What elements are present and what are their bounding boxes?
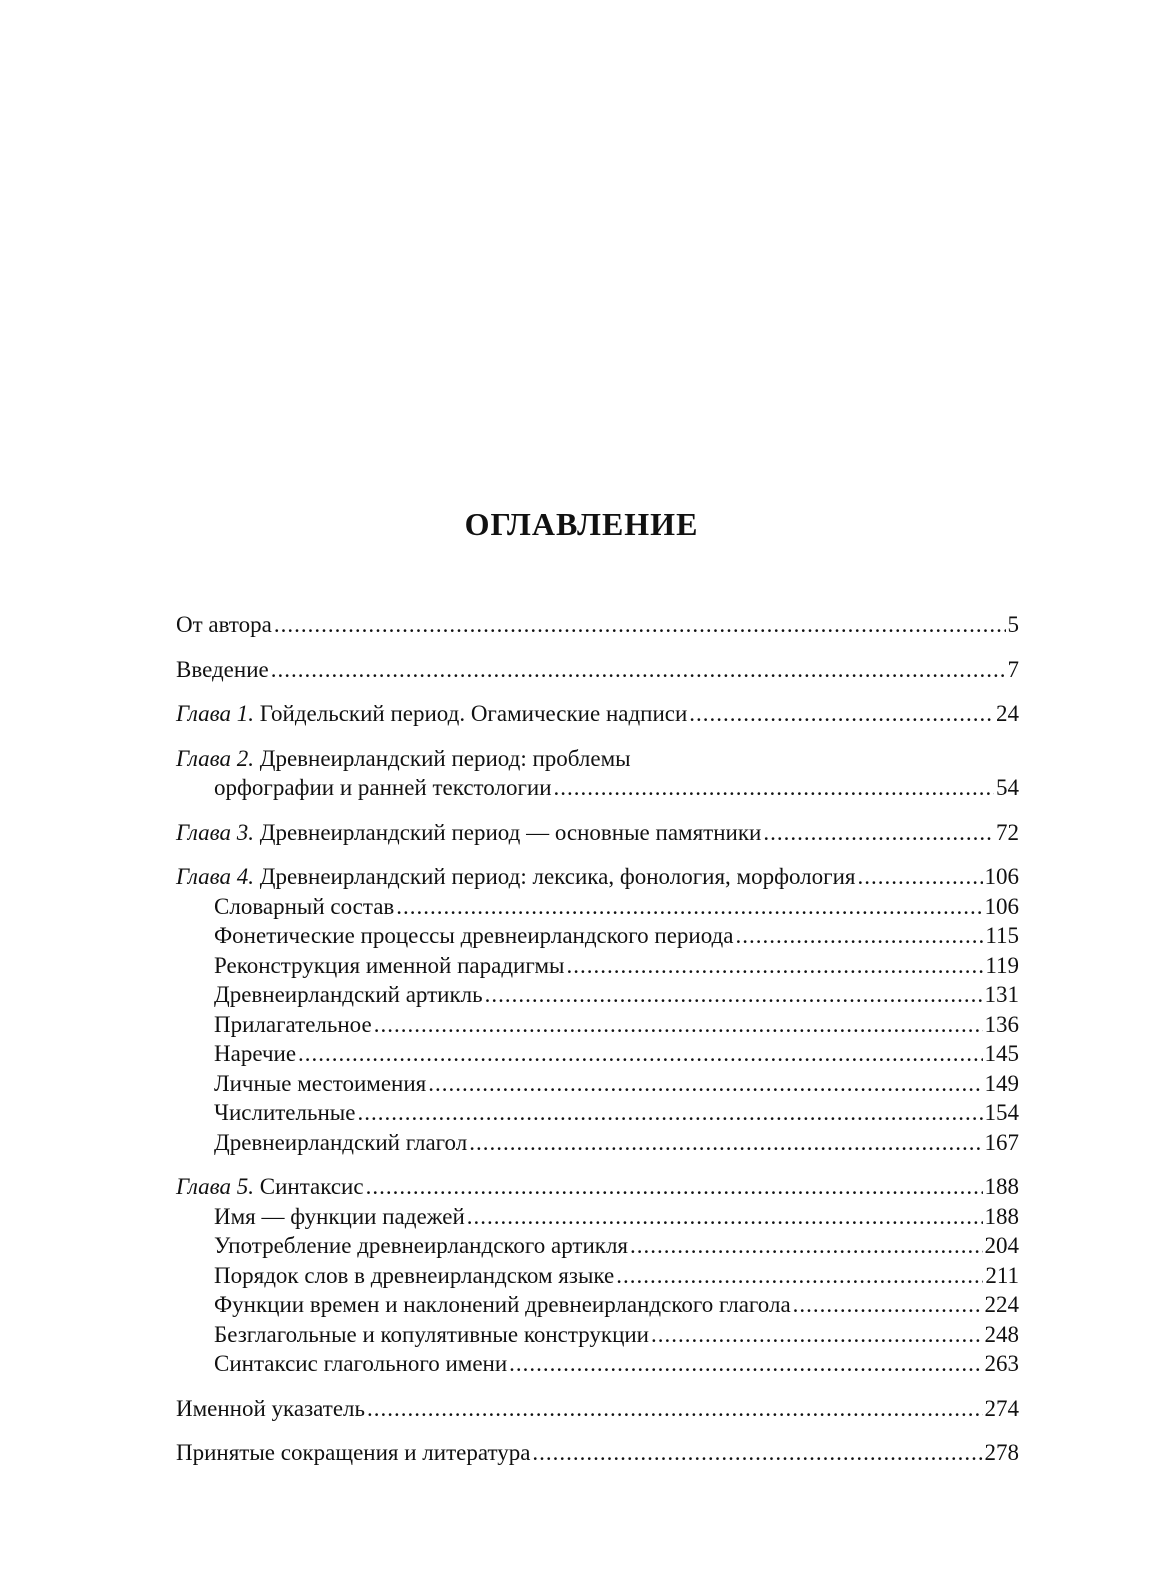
leader-dots [367, 1394, 982, 1424]
toc-subentry[interactable] [176, 1069, 1019, 1099]
toc-page-number: 115 [985, 923, 1019, 948]
toc-page-number: 224 [984, 1292, 1019, 1317]
leader-dots [374, 1010, 983, 1040]
toc-entry-chapter-3[interactable] [176, 818, 1019, 848]
leader-dots [735, 921, 983, 951]
toc-entry-label: Принятые сокращения и литература [176, 1440, 531, 1465]
leader-dots [630, 1231, 982, 1261]
toc-page-number: 167 [984, 1129, 1019, 1155]
leader-dots [469, 1128, 982, 1158]
page-title: ОГЛАВЛЕНИЕ [464, 506, 699, 542]
toc-entry-label: Гойдельский период. Огамические надписи [259, 701, 688, 726]
toc-page-number: 24 [996, 701, 1019, 726]
toc-page-number: 131 [984, 982, 1019, 1007]
leader-dots [857, 862, 982, 892]
leader-dots [793, 1290, 983, 1320]
toc-subentry[interactable] [176, 1039, 1019, 1069]
leader-dots [428, 1069, 982, 1099]
toc-page-number: 106 [984, 893, 1019, 919]
chapter-number: Глава 4. [176, 864, 254, 889]
toc-subentry[interactable] [176, 1010, 1019, 1040]
leader-dots [616, 1261, 983, 1291]
toc-subentry[interactable] [176, 1290, 1019, 1320]
toc-subentry[interactable] [176, 1261, 1019, 1291]
leader-dots [554, 773, 994, 803]
toc-entry-label: От автора [176, 612, 272, 637]
toc-entry-label: Числительные [214, 1100, 356, 1125]
leader-dots [485, 980, 983, 1010]
toc-entry-label: Синтаксис глагольного имени [214, 1351, 508, 1376]
leader-dots [357, 1098, 982, 1128]
toc-subentry[interactable] [176, 1098, 1019, 1128]
chapter-number: Глава 3. [176, 819, 254, 845]
leader-dots [366, 1172, 983, 1202]
toc-subentry[interactable] [176, 921, 1019, 951]
leader-dots [763, 818, 994, 848]
toc-entry-label: Древнеирландский глагол [214, 1129, 468, 1155]
chapter-number: Глава 1. [176, 701, 254, 726]
toc-subentry[interactable] [176, 980, 1019, 1010]
toc-entry-label: Именной указатель [176, 1395, 366, 1421]
toc-page-number: 106 [984, 864, 1019, 889]
toc-subentry[interactable] [176, 1128, 1019, 1158]
toc-subentry[interactable] [176, 951, 1019, 981]
toc-entry-label: Прилагательное [214, 1011, 372, 1037]
toc-entry-label: Имя — функции падежей [214, 1203, 465, 1229]
toc-entry-label: Древнеирландский период: проблемы [259, 745, 631, 771]
toc-subentry[interactable] [176, 1231, 1019, 1261]
toc-page-number: 119 [985, 952, 1019, 978]
toc-entry-chapter-2[interactable] [176, 773, 1019, 803]
toc-entry-chapter-5[interactable] [176, 1172, 1019, 1202]
leader-dots [298, 1039, 982, 1069]
toc-entry-label: Древнеирландский период — основные памятники [259, 819, 762, 845]
toc-page-number: 5 [1007, 612, 1019, 637]
leader-dots [532, 1438, 982, 1468]
toc-entry-abbreviations[interactable] [176, 1438, 1019, 1468]
toc-entry-chapter-2-line1[interactable] [176, 744, 1019, 774]
leader-dots [509, 1349, 982, 1379]
toc-page-number: 72 [996, 819, 1019, 845]
toc-page-number: 145 [984, 1041, 1019, 1066]
leader-dots [689, 699, 994, 729]
toc-entry-label: Введение [176, 656, 269, 682]
toc-entry-chapter-1[interactable] [176, 699, 1019, 729]
toc-page-number: 204 [984, 1233, 1019, 1258]
toc-page-number: 274 [984, 1395, 1019, 1421]
toc-page-number: 188 [984, 1174, 1019, 1199]
toc-page-number: 248 [984, 1321, 1019, 1347]
toc-page-number: 154 [984, 1100, 1019, 1125]
toc-entry-label: Реконструкция именной парадигмы [214, 952, 565, 978]
leader-dots [467, 1202, 983, 1232]
toc-page-number: 188 [984, 1203, 1019, 1229]
table-of-contents [176, 610, 1019, 1468]
toc-entry-label: Словарный состав [214, 893, 395, 919]
leader-dots [396, 892, 982, 922]
toc-entry-label: Синтаксис [259, 1174, 364, 1199]
toc-entry-label: Порядок слов в древнеирландском языке [214, 1262, 615, 1288]
toc-entry-name-index[interactable] [176, 1394, 1019, 1424]
toc-entry-label: Употребление древнеирландского артикля [214, 1233, 629, 1258]
leader-dots [274, 610, 1006, 640]
toc-entry-introduction[interactable] [176, 655, 1019, 685]
toc-entry-label: Фонетические процессы древнеирландского периода [214, 923, 734, 948]
toc-entry-label: Наречие [214, 1041, 297, 1066]
toc-page-number: 278 [984, 1440, 1019, 1465]
toc-subentry[interactable] [176, 892, 1019, 922]
toc-subentry[interactable] [176, 1320, 1019, 1350]
leader-dots [651, 1320, 983, 1350]
toc-page-number: 7 [1007, 656, 1019, 682]
toc-subentry[interactable] [176, 1349, 1019, 1379]
toc-page-number: 136 [984, 1011, 1019, 1037]
toc-entry-label: орфографии и ранней текстологии [214, 775, 552, 800]
toc-entry-chapter-4[interactable] [176, 862, 1019, 892]
leader-dots [567, 951, 984, 981]
leader-dots [271, 655, 1006, 685]
toc-entry-from-author[interactable] [176, 610, 1019, 640]
toc-subentry[interactable] [176, 1202, 1019, 1232]
toc-entry-label: Безглагольные и копулятивные конструкции [214, 1321, 649, 1347]
chapter-number: Глава 5. [176, 1174, 254, 1199]
toc-page-number: 149 [984, 1070, 1019, 1096]
toc-entry-label: Древнеирландский артикль [214, 982, 483, 1007]
toc-page-number: 211 [985, 1262, 1019, 1288]
chapter-number: Глава 2. [176, 745, 254, 771]
toc-entry-label: Древнеирландский период: лексика, фонология, морфология [259, 864, 856, 889]
toc-page-number: 263 [984, 1351, 1019, 1376]
toc-entry-label: Личные местоимения [214, 1070, 427, 1096]
toc-entry-label: Функции времен и наклонений древнеирландского глагола [214, 1292, 791, 1317]
toc-page-number: 54 [996, 775, 1019, 800]
